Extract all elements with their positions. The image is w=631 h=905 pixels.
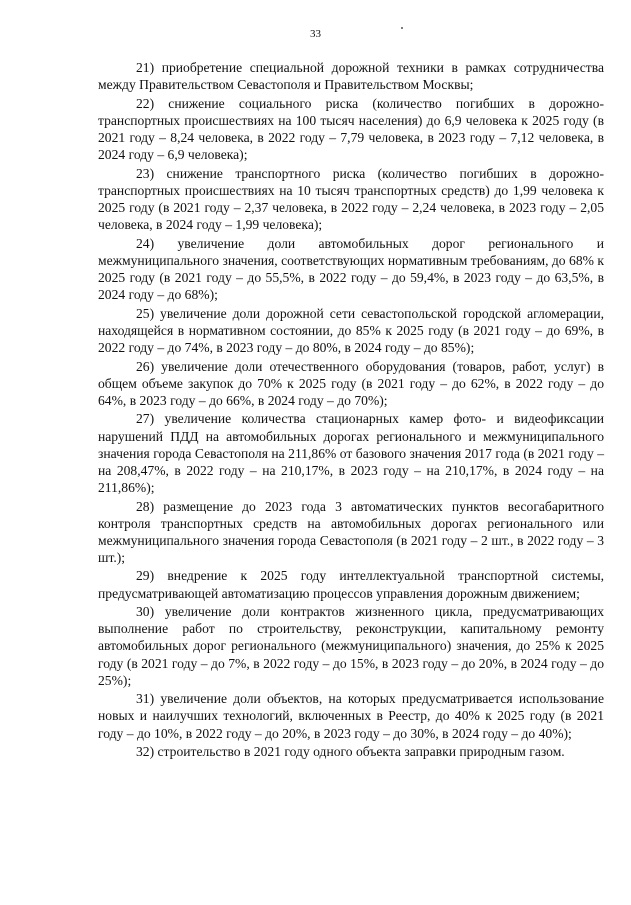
list-item-23: 23) снижение транспортного риска (количество погибших в дорожно-транспортных происшествиях на 10 тысяч транспортных средств) до 1,99 человека к 2025 году (в 2021 году – 2,37 человека, в 2022 году – 2,24 человека, в 2023 году – 2,05 человека, в 2024 году – 1,99 человека); [98, 165, 604, 233]
list-item-21: 21) приобретение специальной дорожной техники в рамках сотрудничества между Правительством Севастополя и Правительством Москвы; [98, 60, 604, 93]
list-item-32: 32) строительство в 2021 году одного объекта заправки природным газом. [136, 744, 565, 760]
scan-speck [401, 27, 403, 29]
document-body [98, 59, 604, 762]
list-item-24: 24) увеличение доли автомобильных дорог регионального и межмуниципального значения, соответствующих нормативным требованиям, до 68% к 2025 году (в 2021 году – до 55,5%, в 2022 году – до 59,4%, в 2023 году – до 63,5%, в 2024 году – до 68%); [98, 235, 604, 302]
list-item-26: 26) увеличение доли отечественного оборудования (товаров, работ, услуг) в общем объеме закупок до 70% к 2025 году (в 2021 году – до 62%, в 2022 году – до 64%, в 2023 году – до 66%, в 2024 году – до 70%); [98, 358, 604, 408]
list-item-31: 31) увеличение доли объектов, на которых предусматривается использование новых и наилучших технологий, включенных в Реестр, до 40% к 2025 году (в 2021 году – до 10%, в 2022 году – до 20%, в 2023 году – до 30%, в 2024 году – до 40%); [98, 691, 604, 741]
list-item-22: 22) снижение социального риска (количество погибших в дорожно-транспортных происшествиях на 100 тысяч населения) до 6,9 человека к 2025 году (в 2021 году – 8,24 человека, в 2022 году – 7,79 человека, в 2023 году – 7,12 человека, в 2024 году – 6,9 человека); [98, 95, 604, 163]
list-item-25: 25) увеличение доли дорожной сети севастопольской городской агломерации, находящейся в нормативном состоянии, до 85% к 2025 году (в 2021 году – до 69%, в 2022 году – до 74%, в 2023 году – до 80%, в 2024 году – до 85%); [98, 305, 604, 355]
list-item-27: 27) увеличение количества стационарных камер фото- и видеофиксации нарушений ПДД на автомобильных дорогах регионального и межмуниципального значения города Севастополя на 211,86% от базового значения 2017 года (в 2021 году – на 208,47%, в 2022 году – на 210,17%, в 2023 году – на 210,17%, в 2024 году – на 211,86%); [98, 411, 604, 495]
page-number: 33 [310, 28, 321, 40]
list-item-30: 30) увеличение доли контрактов жизненного цикла, предусматривающих выполнение работ по строительству, реконструкции, капитальному ремонту автомобильных дорог регионального (межмуниципального) значения, до 25% к 2025 году (в 2021 году – до 7%, в 2022 году – до 15%, в 2023 году – до 20%, в 2024 году – до 25%); [98, 604, 604, 688]
list-item-29: 29) внедрение к 2025 году интеллектуальной транспортной системы, предусматривающей автоматизацию процессов управления дорожным движением; [98, 568, 604, 601]
list-item-28: 28) размещение до 2023 года 3 автоматических пунктов весогабаритного контроля транспортных средств на автомобильных дорогах регионального или межмуниципального значения города Севастополя (в 2021 году – 2 шт., в 2022 году – 3 шт.); [98, 498, 604, 565]
